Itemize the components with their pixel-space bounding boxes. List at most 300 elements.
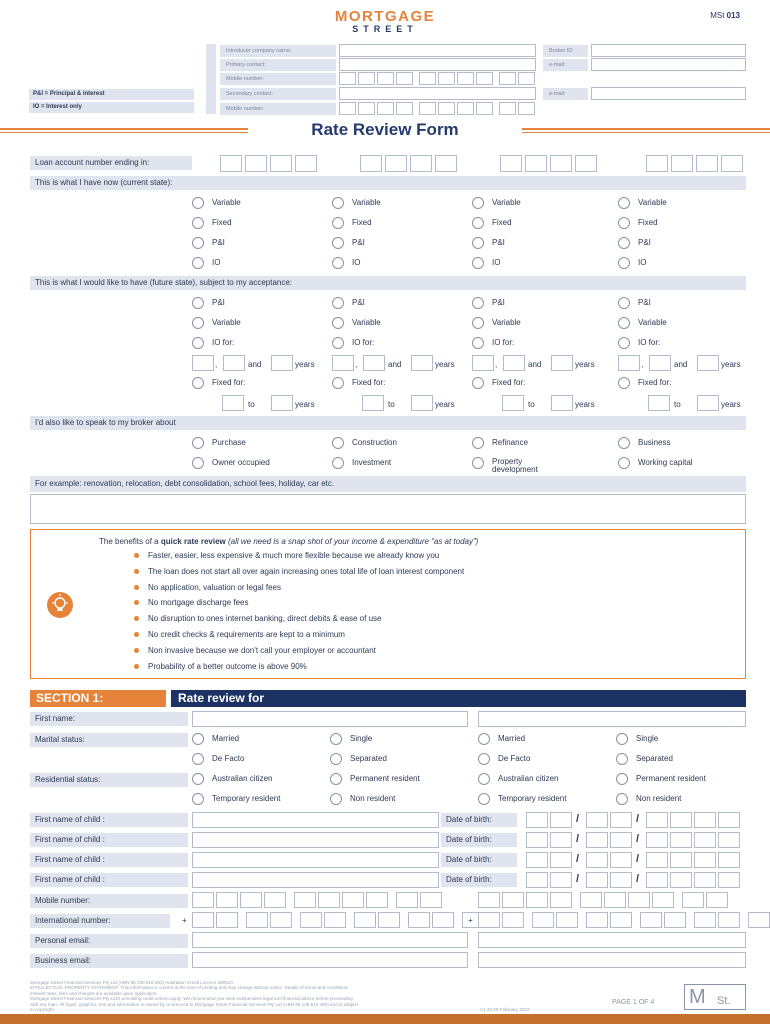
dob-digit-box[interactable] [526, 832, 548, 848]
intl2-digit-box[interactable] [664, 912, 686, 928]
section1-title: Rate review for [178, 691, 265, 705]
intl-digit-box[interactable] [300, 912, 322, 928]
broker-id-label: Broker ID: [543, 45, 588, 57]
mobile2-digit-box[interactable] [652, 892, 674, 908]
intl2-digit-box[interactable] [586, 912, 608, 928]
broker-owner-occupied-radio[interactable] [192, 457, 204, 469]
loan-digit-box[interactable] [270, 155, 292, 172]
current-option-radio[interactable] [332, 197, 344, 209]
dob-digit-box[interactable] [526, 872, 548, 888]
current-option-radio[interactable] [472, 237, 484, 249]
introducer-field[interactable] [339, 44, 536, 57]
mobile2-digit-box[interactable] [550, 892, 572, 908]
io-years-box[interactable] [618, 355, 640, 371]
comma-label: , [355, 360, 358, 369]
fixed-to-box[interactable] [697, 395, 719, 411]
dob-digit-box[interactable] [610, 852, 632, 868]
to-label: to [248, 400, 255, 409]
current-option-radio[interactable] [192, 197, 204, 209]
future-io-for-label: IO for: [212, 338, 235, 347]
mobile-digit-box[interactable] [294, 892, 316, 908]
loan-digit-box[interactable] [410, 155, 432, 172]
and-label: and [388, 360, 402, 369]
broker-label: I'd also like to speak to my broker about [30, 416, 746, 430]
io-years-box[interactable] [472, 355, 494, 371]
dob-digit-box[interactable] [718, 872, 740, 888]
benefit-item: No disruption to ones internet banking, direct debits & ease of use [148, 614, 382, 624]
loan-digit-box[interactable] [646, 155, 668, 172]
personal-email-field[interactable] [192, 932, 468, 948]
intl2-digit-box[interactable] [718, 912, 740, 928]
mobile-digit-box[interactable] [192, 892, 214, 908]
mobile2-digit-box[interactable] [682, 892, 704, 908]
marital-separated-label: Separated [636, 754, 673, 763]
email1-field[interactable] [591, 58, 746, 71]
future-fixed-for-label: Fixed for: [352, 378, 386, 387]
broker-owner-occupied-label: Owner occupied [212, 458, 270, 467]
mobile-digit-box[interactable] [264, 892, 286, 908]
dob-digit-box[interactable] [670, 832, 692, 848]
marital-married-radio[interactable] [478, 733, 490, 745]
dob-digit-box[interactable] [586, 852, 608, 868]
marital-separated-radio[interactable] [330, 753, 342, 765]
fixed-to-box[interactable] [411, 395, 433, 411]
future-variable-radio[interactable] [472, 317, 484, 329]
dob-digit-box[interactable] [694, 872, 716, 888]
future-io-for-label: IO for: [638, 338, 661, 347]
current-option-label: IO [352, 258, 361, 267]
mobile2-digit-box[interactable] [377, 102, 394, 115]
mobile2-digit-box[interactable] [518, 102, 535, 115]
future-pi-label: P&I [212, 298, 225, 307]
io-to-box[interactable] [411, 355, 433, 371]
mobile1-label: Mobile number: [220, 73, 336, 85]
intl-digit-box[interactable] [354, 912, 376, 928]
primary-contact-field[interactable] [339, 58, 536, 71]
residential-non-resident-radio[interactable] [616, 793, 628, 805]
intl2-digit-box[interactable] [502, 912, 524, 928]
mobile1-digit-box[interactable] [396, 72, 413, 85]
dob-digit-box[interactable] [550, 872, 572, 888]
dob-digit-box[interactable] [694, 832, 716, 848]
residential-citizen-radio[interactable] [478, 773, 490, 785]
example-field[interactable] [30, 494, 746, 524]
fixed-from-box[interactable] [502, 395, 524, 411]
mobile2-digit-box[interactable] [604, 892, 626, 908]
future-fixed-for-radio[interactable] [332, 377, 344, 389]
io-years-box[interactable] [332, 355, 354, 371]
residential-permanent-label: Permanent resident [350, 774, 420, 783]
child-name-field[interactable] [192, 812, 439, 828]
mobile2-digit-box[interactable] [499, 102, 516, 115]
intl-digit-box[interactable] [324, 912, 346, 928]
current-option-radio[interactable] [192, 257, 204, 269]
marital-defacto-radio[interactable] [478, 753, 490, 765]
years-label: years [295, 360, 315, 369]
mobile-digit-box[interactable] [420, 892, 442, 908]
dob-digit-box[interactable] [694, 852, 716, 868]
mobile1-digit-box[interactable] [518, 72, 535, 85]
mobile2-digit-box[interactable] [419, 102, 436, 115]
dob-digit-box[interactable] [718, 812, 740, 828]
loan-digit-box[interactable] [550, 155, 572, 172]
dob-slash: / [576, 833, 580, 845]
dob-digit-box[interactable] [646, 852, 668, 868]
dob-digit-box[interactable] [610, 872, 632, 888]
fixed-to-box[interactable] [551, 395, 573, 411]
loan-digit-box[interactable] [435, 155, 457, 172]
dob-slash: / [636, 873, 640, 885]
marital-status-label: Marital status: [30, 733, 188, 747]
first-name-field-1[interactable] [192, 711, 468, 727]
years-label: years [435, 360, 455, 369]
current-option-label: Variable [492, 198, 521, 207]
benefit-bullet [134, 632, 139, 637]
section1-tag: SECTION 1: [30, 690, 166, 707]
mobile2-digit-box[interactable] [526, 892, 548, 908]
mobile-digit-box[interactable] [342, 892, 364, 908]
dob-digit-box[interactable] [586, 832, 608, 848]
residential-temporary-radio[interactable] [192, 793, 204, 805]
to-label: to [528, 400, 535, 409]
dob-digit-box[interactable] [670, 872, 692, 888]
future-pi-label: P&I [638, 298, 651, 307]
io-years-box[interactable] [192, 355, 214, 371]
mobile2-digit-box[interactable] [438, 102, 455, 115]
current-option-label: Fixed [352, 218, 372, 227]
dob-slash: / [576, 853, 580, 865]
intl-digit-box[interactable] [192, 912, 214, 928]
mobile1-digit-box[interactable] [419, 72, 436, 85]
loan-digit-box[interactable] [575, 155, 597, 172]
benefit-bullet [134, 648, 139, 653]
intl2-digit-box[interactable] [556, 912, 578, 928]
future-fixed-for-label: Fixed for: [638, 378, 672, 387]
intl-digit-box[interactable] [408, 912, 430, 928]
footer-logo-m: M [689, 986, 706, 1008]
future-fixed-for-radio[interactable] [472, 377, 484, 389]
intl2-digit-box[interactable] [532, 912, 554, 928]
email2-field[interactable] [591, 87, 746, 100]
marital-single-label: Single [636, 734, 659, 743]
benefit-item: Probability of a better outcome is above 90% [148, 661, 307, 671]
future-io-for-radio[interactable] [192, 337, 204, 349]
marital-defacto-label: De Facto [212, 754, 245, 763]
mobile1-digit-box[interactable] [476, 72, 493, 85]
broker-investment-radio[interactable] [332, 457, 344, 469]
current-option-radio[interactable] [618, 237, 630, 249]
child-name-label: First name of child : [30, 833, 188, 847]
mobile-digit-box[interactable] [240, 892, 262, 908]
future-pi-radio[interactable] [472, 297, 484, 309]
io-months-box[interactable] [363, 355, 385, 371]
dob-digit-box[interactable] [646, 872, 668, 888]
io-to-box[interactable] [697, 355, 719, 371]
current-option-radio[interactable] [472, 197, 484, 209]
intl-digit-box[interactable] [378, 912, 400, 928]
current-state-label: This is what I have now (current state): [30, 176, 746, 190]
future-pi-radio[interactable] [332, 297, 344, 309]
io-months-box[interactable] [503, 355, 525, 371]
current-option-radio[interactable] [332, 237, 344, 249]
intl2-digit-box[interactable] [640, 912, 662, 928]
future-variable-label: Variable [212, 318, 241, 327]
fixed-from-box[interactable] [362, 395, 384, 411]
future-pi-radio[interactable] [192, 297, 204, 309]
dob-digit-box[interactable] [610, 832, 632, 848]
key-pi: P&I = Principal & interest [29, 89, 194, 100]
loan-digit-box[interactable] [385, 155, 407, 172]
mobile-digit-box[interactable] [318, 892, 340, 908]
child-name-field[interactable] [192, 852, 439, 868]
broker-working-capital-radio[interactable] [618, 457, 630, 469]
dob-digit-box[interactable] [526, 852, 548, 868]
loan-digit-box[interactable] [696, 155, 718, 172]
dob-slash: / [576, 813, 580, 825]
marital-single-radio[interactable] [330, 733, 342, 745]
residential-temporary-label: Temporary resident [498, 794, 567, 803]
benefit-bullet [134, 664, 139, 669]
future-variable-radio[interactable] [192, 317, 204, 329]
current-option-radio[interactable] [332, 257, 344, 269]
dob-digit-box[interactable] [718, 852, 740, 868]
broker-business-label: Business [638, 438, 671, 447]
benefit-item: Faster, easier, less expensive & much more flexible because we already know you [148, 551, 440, 560]
dob-digit-box[interactable] [670, 812, 692, 828]
secondary-contact-field[interactable] [339, 87, 536, 100]
personal-email-label: Personal email: [30, 934, 188, 948]
form-code: MSt 013 [710, 11, 740, 20]
intl2-digit-box[interactable] [610, 912, 632, 928]
broker-id-field[interactable] [591, 44, 746, 57]
side-strip [206, 44, 216, 114]
benefits-intro: The benefits of a quick rate review (all we need is a snap shot of your income & expenditure “as at today”) [99, 537, 479, 546]
loan-digit-box[interactable] [671, 155, 693, 172]
personal-email-field-2[interactable] [478, 932, 746, 948]
current-option-label: IO [638, 258, 647, 267]
mobile-digit-box[interactable] [366, 892, 388, 908]
dob-slash: / [636, 833, 640, 845]
intl-digit-box[interactable] [246, 912, 268, 928]
footer-page: PAGE 1 OF 4 [612, 999, 655, 1006]
broker-working-capital-label: Working capital [638, 458, 693, 467]
intl-digit-box[interactable] [432, 912, 454, 928]
fixed-to-box[interactable] [271, 395, 293, 411]
key-io: IO = Interest only [29, 102, 194, 113]
io-months-box[interactable] [649, 355, 671, 371]
residential-temporary-label: Temporary resident [212, 794, 281, 803]
broker-property-development-radio[interactable] [472, 457, 484, 469]
current-option-radio[interactable] [192, 217, 204, 229]
current-option-radio[interactable] [472, 257, 484, 269]
intl-number-label: International number: [30, 914, 170, 928]
mobile1-digit-box[interactable] [499, 72, 516, 85]
brand-logo-sub: STREET [352, 24, 418, 34]
benefit-bullet [134, 585, 139, 590]
secondary-contact-label: Secondary contact: [220, 88, 336, 100]
child-name-field[interactable] [192, 872, 439, 888]
example-label: For example: renovation, relocation, debt consolidation, school fees, holiday, car etc. [30, 476, 746, 492]
mobile-digit-box[interactable] [396, 892, 418, 908]
loan-digit-box[interactable] [295, 155, 317, 172]
child-dob-label: Date of birth: [441, 833, 517, 847]
fixed-from-box[interactable] [648, 395, 670, 411]
comma-label: , [495, 360, 498, 369]
dob-digit-box[interactable] [718, 832, 740, 848]
footer-version: V1.30.09 February 2022 [480, 1007, 530, 1012]
future-io-for-radio[interactable] [332, 337, 344, 349]
mobile2-digit-box[interactable] [457, 102, 474, 115]
mobile1-digit-box[interactable] [358, 72, 375, 85]
dob-digit-box[interactable] [550, 832, 572, 848]
marital-defacto-radio[interactable] [192, 753, 204, 765]
current-option-label: P&I [352, 238, 365, 247]
broker-construction-label: Construction [352, 438, 397, 447]
dob-digit-box[interactable] [670, 852, 692, 868]
future-variable-label: Variable [638, 318, 667, 327]
dob-digit-box[interactable] [550, 812, 572, 828]
future-fixed-for-radio[interactable] [618, 377, 630, 389]
residential-non-resident-label: Non resident [636, 794, 682, 803]
io-to-box[interactable] [271, 355, 293, 371]
marital-separated-label: Separated [350, 754, 387, 763]
business-email-field-2[interactable] [478, 952, 746, 968]
loan-digit-box[interactable] [245, 155, 267, 172]
benefit-bullet [134, 553, 139, 558]
mobile2-digit-box[interactable] [502, 892, 524, 908]
intl2-digit-box[interactable] [694, 912, 716, 928]
broker-refinance-radio[interactable] [472, 437, 484, 449]
residential-citizen-radio[interactable] [192, 773, 204, 785]
dob-digit-box[interactable] [694, 812, 716, 828]
mobile1-digit-box[interactable] [457, 72, 474, 85]
lightbulb-icon [47, 592, 73, 618]
marital-single-radio[interactable] [616, 733, 628, 745]
dob-digit-box[interactable] [586, 872, 608, 888]
io-to-box[interactable] [551, 355, 573, 371]
dob-digit-box[interactable] [610, 812, 632, 828]
intl2-digit-box[interactable] [478, 912, 500, 928]
introducer-label: Introducer company name: [220, 45, 336, 57]
future-io-for-radio[interactable] [472, 337, 484, 349]
mobile2-digit-box[interactable] [580, 892, 602, 908]
marital-married-label: Married [212, 734, 240, 743]
years-label: years [721, 400, 741, 409]
intl2-digit-box[interactable] [748, 912, 770, 928]
benefit-bullet [134, 616, 139, 621]
marital-separated-radio[interactable] [616, 753, 628, 765]
footer-text: Mortgage Street Financial Services Pty Ltd (ABN 96 139 516 493) Australian Credit Licence 389510 INTELLECTUAL PROPERTY STATEMENT: This information is current at the time of printing and may change without notice. Details of terms and conditions, interest rates, fees and charges are available upon application. Mortgage Street Financial Services Pty Ltd's prevailing credit criteria apply. We recommend you seek independent legal and financial advice before proceeding with any loan. All logos, graphics, text and information is owned by or licenced to Mortgage Street Financial Services Pty Ltd (ABN 96 139 516 493) and is subject to copyright. [30, 980, 359, 1013]
mobile-label: Mobile number: [30, 894, 188, 908]
residential-permanent-radio[interactable] [616, 773, 628, 785]
mobile2-digit-box[interactable] [476, 102, 493, 115]
residential-temporary-radio[interactable] [478, 793, 490, 805]
future-pi-label: P&I [352, 298, 365, 307]
future-io-for-radio[interactable] [618, 337, 630, 349]
loan-digit-box[interactable] [500, 155, 522, 172]
broker-purchase-radio[interactable] [192, 437, 204, 449]
first-name-field-2[interactable] [478, 711, 746, 727]
intl-digit-box[interactable] [270, 912, 292, 928]
broker-investment-label: Investment [352, 458, 392, 467]
mobile2-digit-box[interactable] [478, 892, 500, 908]
mobile2-digit-box[interactable] [628, 892, 650, 908]
dob-digit-box[interactable] [646, 832, 668, 848]
io-months-box[interactable] [223, 355, 245, 371]
current-option-radio[interactable] [618, 217, 630, 229]
mobile-digit-box[interactable] [216, 892, 238, 908]
current-option-radio[interactable] [332, 217, 344, 229]
current-option-label: Variable [212, 198, 241, 207]
current-option-label: P&I [212, 238, 225, 247]
mobile1-digit-box[interactable] [438, 72, 455, 85]
residential-status-label: Residential status: [30, 773, 188, 787]
future-variable-label: Variable [352, 318, 381, 327]
child-name-field[interactable] [192, 832, 439, 848]
benefit-bullet [134, 600, 139, 605]
child-dob-label: Date of birth: [441, 813, 517, 827]
loan-digit-box[interactable] [220, 155, 242, 172]
mobile2-digit-box[interactable] [358, 102, 375, 115]
current-option-radio[interactable] [192, 237, 204, 249]
fixed-from-box[interactable] [222, 395, 244, 411]
email2-label: e-mail: [543, 88, 588, 100]
current-option-label: Fixed [492, 218, 512, 227]
future-variable-radio[interactable] [618, 317, 630, 329]
years-label: years [575, 400, 595, 409]
mobile2-digit-box[interactable] [396, 102, 413, 115]
loan-digit-box[interactable] [360, 155, 382, 172]
and-label: and [528, 360, 542, 369]
marital-married-radio[interactable] [192, 733, 204, 745]
broker-business-radio[interactable] [618, 437, 630, 449]
dob-digit-box[interactable] [526, 812, 548, 828]
intl-digit-box[interactable] [216, 912, 238, 928]
plus-label: + [468, 916, 473, 925]
business-email-field[interactable] [192, 952, 468, 968]
and-label: and [674, 360, 688, 369]
dob-digit-box[interactable] [586, 812, 608, 828]
page-title: Rate Review Form [311, 120, 459, 139]
mobile1-digit-box[interactable] [377, 72, 394, 85]
mobile1-digit-box[interactable] [339, 72, 356, 85]
future-pi-radio[interactable] [618, 297, 630, 309]
residential-permanent-radio[interactable] [330, 773, 342, 785]
section1-header [30, 690, 746, 707]
mobile2-digit-box[interactable] [706, 892, 728, 908]
loan-account-label: Loan account number ending in: [30, 156, 192, 170]
years-label: years [435, 400, 455, 409]
loan-digit-box[interactable] [721, 155, 743, 172]
dob-digit-box[interactable] [646, 812, 668, 828]
future-variable-radio[interactable] [332, 317, 344, 329]
current-option-radio[interactable] [472, 217, 484, 229]
broker-construction-radio[interactable] [332, 437, 344, 449]
child-name-label: First name of child : [30, 853, 188, 867]
loan-digit-box[interactable] [525, 155, 547, 172]
current-option-radio[interactable] [618, 257, 630, 269]
residential-permanent-label: Permanent resident [636, 774, 706, 783]
dob-digit-box[interactable] [550, 852, 572, 868]
current-option-label: Variable [638, 198, 667, 207]
current-option-radio[interactable] [618, 197, 630, 209]
mobile2-digit-box[interactable] [339, 102, 356, 115]
future-io-for-label: IO for: [492, 338, 515, 347]
future-io-for-label: IO for: [352, 338, 375, 347]
benefits-panel [30, 529, 746, 679]
future-fixed-for-radio[interactable] [192, 377, 204, 389]
residential-non-resident-radio[interactable] [330, 793, 342, 805]
